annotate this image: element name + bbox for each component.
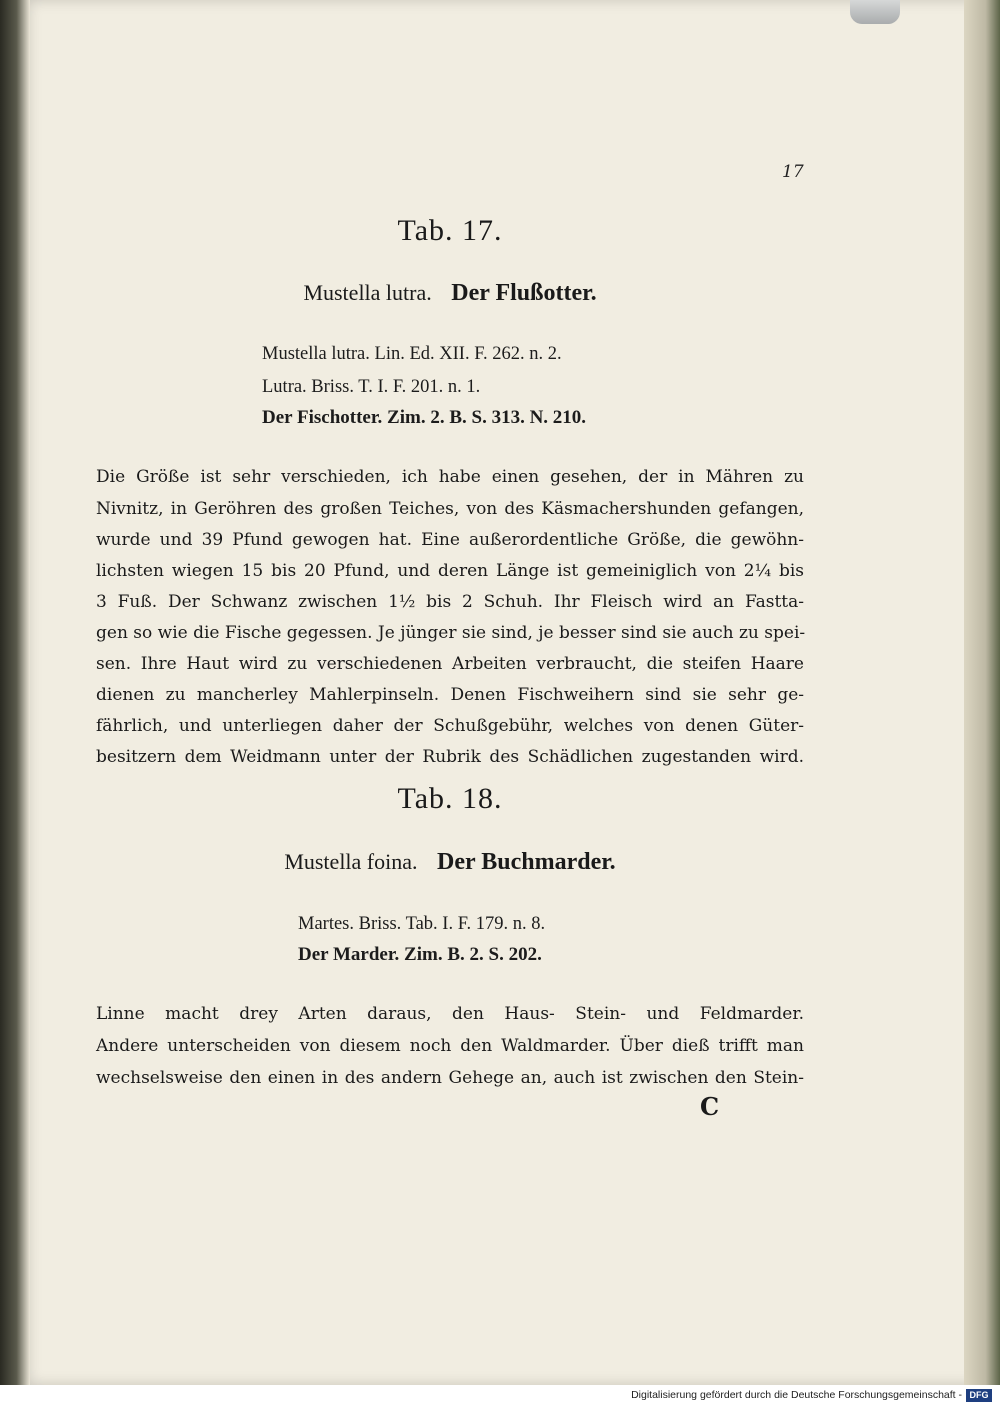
page-edge-strip bbox=[964, 0, 1000, 1385]
footer-bar bbox=[0, 1385, 1000, 1406]
species-title-foina bbox=[0, 849, 900, 876]
species-latin-name: Mustella foina. bbox=[284, 849, 418, 874]
book-spine bbox=[0, 0, 30, 1385]
species-title-lutra bbox=[0, 280, 900, 307]
catchword: C bbox=[700, 1092, 720, 1121]
paragraph-line: Nivnitz, in Geröhren des großen Teiches, von des Käsmachershunden gefangen, bbox=[96, 499, 804, 519]
page-clip bbox=[850, 0, 900, 24]
reference-line: Der Marder. Zim. B. 2. S. 202. bbox=[298, 944, 542, 965]
section-heading-tab-17: Tab. 17. bbox=[397, 214, 503, 247]
species-german-name: Der Buchmarder. bbox=[437, 849, 616, 875]
paragraph-line: dienen zu mancherley Mahlerpinseln. Denen Fischweihern sind sie sehr ge- bbox=[96, 685, 804, 705]
paragraph-line: wechselsweise den einen in des andern Gehege an, auch ist zwischen den Stein- bbox=[96, 1068, 804, 1088]
paragraph-line: wurde und 39 Pfund gewogen hat. Eine außerordentliche Größe, die gewöhn- bbox=[96, 530, 804, 550]
species-latin-name: Mustella lutra. bbox=[303, 280, 432, 305]
page-number: 17 bbox=[782, 162, 804, 182]
paragraph-line: sen. Ihre Haut wird zu verschiedenen Arbeiten verbraucht, die steifen Haare bbox=[96, 654, 804, 674]
reference-line: Der Fischotter. Zim. 2. B. S. 313. N. 210. bbox=[262, 407, 587, 428]
section-heading-tab-18: Tab. 18. bbox=[397, 782, 503, 815]
paragraph-line: gen so wie die Fische gegessen. Je jünger sie sind, je besser sind sie auch zu spei- bbox=[96, 623, 806, 643]
footer-credit: Digitalisierung gefördert durch die Deutsche Forschungsgemeinschaft - bbox=[631, 1389, 962, 1401]
paragraph-line: besitzern dem Weidmann unter der Rubrik des Schädlichen zugestanden wird. bbox=[96, 747, 804, 767]
paragraph-line: fährlich, und unterliegen daher der Schußgebühr, welches von denen Güter- bbox=[96, 716, 804, 736]
paragraph-line: lichsten wiegen 15 bis 20 Pfund, und deren Länge ist gemeiniglich von 2¼ bis bbox=[96, 561, 804, 581]
species-german-name: Der Flußotter. bbox=[451, 280, 597, 306]
paragraph-line: Die Größe ist sehr verschieden, ich habe einen gesehen, der in Mähren zu bbox=[96, 467, 804, 487]
reference-line: Martes. Briss. Tab. I. F. 179. n. 8. bbox=[298, 914, 546, 934]
reference-line: Lutra. Briss. T. I. F. 201. n. 1. bbox=[262, 377, 481, 397]
paragraph-line: Linne macht drey Arten daraus, den Haus- Stein- und Feldmarder. bbox=[96, 1004, 804, 1024]
reference-line: Mustella lutra. Lin. Ed. XII. F. 262. n. 2. bbox=[262, 344, 562, 364]
paragraph-line: 3 Fuß. Der Schwanz zwischen 1½ bis 2 Schuh. Ihr Fleisch wird an Fastta- bbox=[96, 592, 804, 612]
paragraph-line: Andere unterscheiden von diesem noch den Waldmarder. Über dieß trifft man bbox=[96, 1036, 804, 1056]
dfg-logo: DFG bbox=[966, 1389, 992, 1402]
